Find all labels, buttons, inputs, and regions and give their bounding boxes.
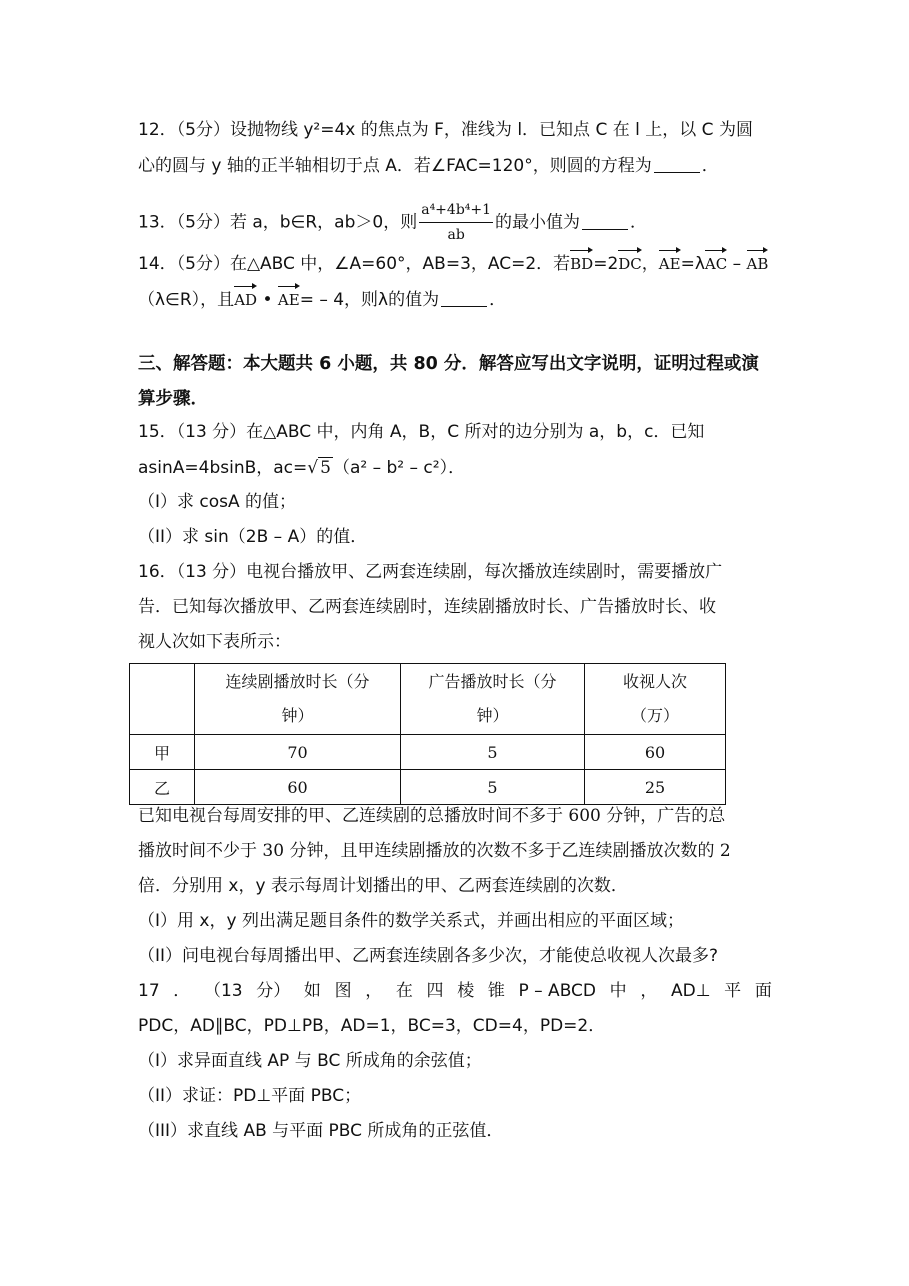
q16-part1: （I）用 x，y 列出满足题目条件的数学关系式，并画出相应的平面区域； xyxy=(138,911,684,931)
table-cell: 60 xyxy=(195,770,401,805)
q14-line1 xyxy=(138,248,768,276)
q12-line1 xyxy=(138,118,753,142)
q17-token: ， xyxy=(365,981,383,1001)
q15-line2 xyxy=(138,456,465,480)
table-header-cell xyxy=(401,664,585,735)
q17-part2: （II）求证：PD⊥平面 PBC； xyxy=(138,1086,362,1106)
q17-line2: PDC，AD∥BC，PD⊥PB，AD=1，BC=3，CD=4，PD=2． xyxy=(138,1016,606,1036)
q17-token: AD⊥ xyxy=(670,981,711,1001)
q15-part1: （I）求 cosA 的值； xyxy=(138,492,297,512)
q17-token: 分） xyxy=(256,981,291,1001)
vector-ac: AC xyxy=(705,248,727,276)
q16-line3: 视人次如下表所示： xyxy=(138,632,291,652)
q17-token: 四 xyxy=(426,981,444,1001)
q17-token: 图 xyxy=(334,981,352,1001)
q13-fraction xyxy=(419,198,493,247)
vector-bd: BD xyxy=(570,248,593,276)
q17-token: 中 xyxy=(609,981,627,1001)
vector-ae: AE xyxy=(659,248,681,276)
q17-token: 棱 xyxy=(457,981,475,1001)
q13-suffix: 的最小值为 xyxy=(495,212,581,233)
q16-line5: 播放时间不少于 30 分钟，且甲连续剧播放的次数不多于乙连续剧播放次数的 2 xyxy=(138,841,731,861)
section3-heading-line1: 三、解答题：本大题共 6 小题，共 80 分．解答应写出文字说明，证明过程或演 xyxy=(138,354,759,374)
q14-answer-blank xyxy=(441,290,487,307)
q17-token: P – ABCD xyxy=(518,981,597,1001)
q13-end: ． xyxy=(630,212,648,233)
q13-answer-blank xyxy=(582,213,628,230)
q17-token: 锥 xyxy=(487,981,505,1001)
header-line: 广告播放时长（分 xyxy=(428,672,557,691)
q14-eq1: =2 xyxy=(593,254,619,274)
q12-line2 xyxy=(138,154,719,178)
table-row xyxy=(130,770,726,805)
table-cell: 5 xyxy=(401,770,585,805)
q16-line6: 倍．分别用 x，y 表示每周计划播出的甲、乙两套连续剧的次数． xyxy=(138,876,628,896)
table-header-cell xyxy=(585,664,726,735)
q12-answer-blank xyxy=(654,156,700,173)
table-cell: 70 xyxy=(195,735,401,770)
q14-line2 xyxy=(138,284,506,312)
table-cell: 60 xyxy=(585,735,726,770)
q17-token: 在 xyxy=(395,981,413,1001)
vector-dc: DC xyxy=(618,248,642,276)
table-cell: 5 xyxy=(401,735,585,770)
table-row xyxy=(130,735,726,770)
q14-line2-prefix: （λ∈R），且 xyxy=(138,290,235,310)
table-cell: 25 xyxy=(585,770,726,805)
header-line: 钟） xyxy=(476,706,509,725)
header-line: 钟） xyxy=(281,706,314,725)
header-line: 收视人次 xyxy=(622,672,687,691)
vector-ab: AB xyxy=(747,248,769,276)
q14-eq2: =λ xyxy=(680,254,705,274)
q17-part3: （III）求直线 AB 与平面 PBC 所成角的正弦值． xyxy=(138,1121,504,1141)
q15-line2-suffix: （a² – b² – c²）． xyxy=(332,458,466,478)
q14-end: ． xyxy=(489,290,507,310)
q16-line2: 告．已知每次播放甲、乙两套连续剧时，连续剧播放时长、广告播放时长、收 xyxy=(138,597,716,617)
q15-line1: 15．（13 分）在△ABC 中，内角 A，B，C 所对的边分别为 a，b，c．已知 xyxy=(138,422,705,442)
q16-part2: （II）问电视台每周播出甲、乙两套连续剧各多少次，才能使总收视人次最多? xyxy=(138,946,719,966)
q14-prefix: 14．（5分）在△ABC 中，∠A=60°，AB=3，AC=2．若 xyxy=(138,254,571,274)
q17-token: （13 xyxy=(203,981,243,1001)
q13-frac-numerator: a⁴+4b⁴+1 xyxy=(419,198,493,223)
q13-line xyxy=(138,198,647,247)
q17-token: 平 xyxy=(724,981,742,1001)
q17-token: 如 xyxy=(303,981,321,1001)
q17-token: ． xyxy=(173,981,191,1001)
q12-text: 12．（5分）设抛物线 y²=4x 的焦点为 F，准线为 l．已知点 C 在 l 上，以 C 为圆 xyxy=(138,120,753,140)
q15-line2-prefix: asinA=4bsinB，ac= xyxy=(138,458,308,478)
q13-frac-denominator: ab xyxy=(447,227,465,243)
vector-ad: AD xyxy=(234,284,257,312)
sqrt-radicand: 5 xyxy=(320,458,331,478)
q12-text2: 心的圆与 y 轴的正半轴相切于点 A．若∠FAC=120°，则圆的方程为 xyxy=(138,156,652,176)
table-header-row xyxy=(130,664,726,735)
q17-line1 xyxy=(138,979,772,1003)
header-line: 连续剧播放时长（分 xyxy=(225,672,370,691)
vector-ae-2: AE xyxy=(278,284,300,312)
q15-part2: （II）求 sin（2B – A）的值． xyxy=(138,527,368,547)
broadcast-table xyxy=(129,663,726,805)
section3-heading-line2: 算步骤． xyxy=(138,389,208,409)
table-cell: 甲 xyxy=(130,735,195,770)
q14-dot: • xyxy=(257,290,278,310)
q17-token: ， xyxy=(640,981,658,1001)
q17-token: 面 xyxy=(754,981,772,1001)
q16-line4: 已知电视台每周安排的甲、乙连续剧的总播放时间不多于 600 分钟，广告的总 xyxy=(138,806,726,826)
q17-part1: （I）求异面直线 AP 与 BC 所成角的余弦值； xyxy=(138,1051,482,1071)
q16-line1: 16．（13 分）电视台播放甲、乙两套连续剧，每次播放连续剧时，需要播放广 xyxy=(138,562,723,582)
sqrt-expression: √ 5 xyxy=(307,458,331,478)
q14-comma: ， xyxy=(641,254,659,274)
table-cell: 乙 xyxy=(130,770,195,805)
q13-prefix: 13．（5分）若 a，b∈R，ab＞0，则 xyxy=(138,212,418,233)
q14-line2-suffix: = – 4，则λ的值为 xyxy=(299,290,440,310)
table-header-cell xyxy=(130,664,195,735)
q17-token: 17 xyxy=(138,981,160,1001)
q12-end: ． xyxy=(701,156,719,176)
header-line: （万） xyxy=(630,706,679,725)
q14-minus: – xyxy=(727,254,747,274)
table-header-cell xyxy=(195,664,401,735)
